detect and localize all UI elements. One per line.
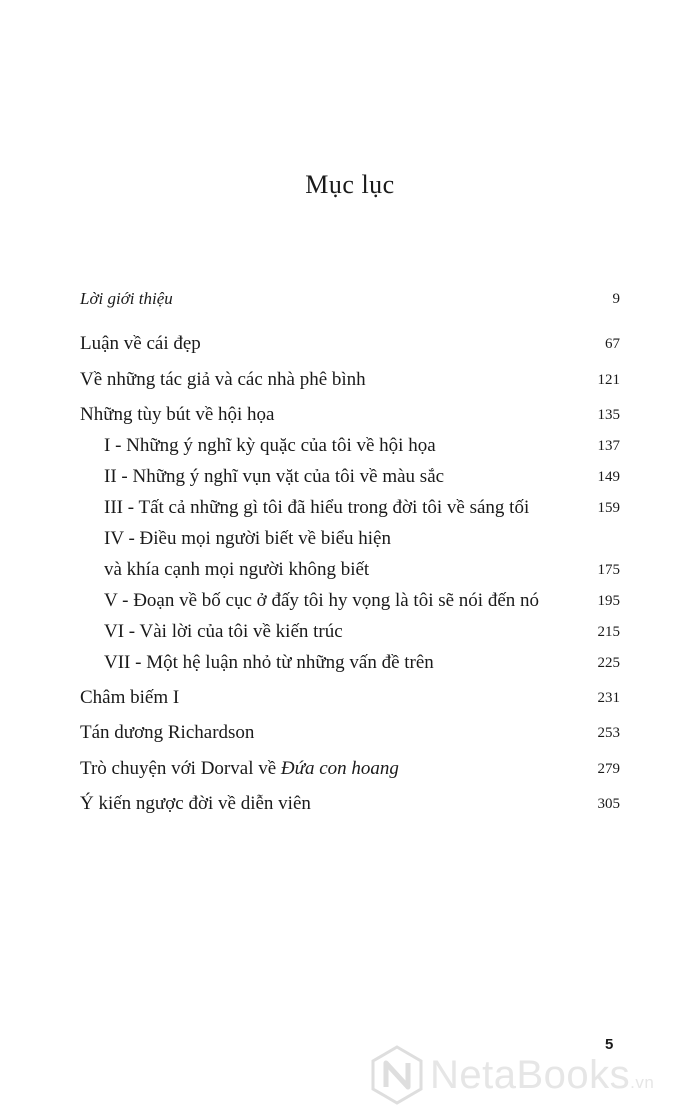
watermark-brand <box>430 1053 654 1098</box>
toc-entry-label: VII - Một hệ luận nhỏ từ những vấn đề trên <box>104 652 434 673</box>
toc-entry-label-italic: Đứa con hoang <box>280 758 399 779</box>
toc-entry-page: 253 <box>597 725 620 741</box>
netabooks-logo-icon <box>370 1045 424 1105</box>
toc-entry-label: Những tùy bút về hội họa <box>80 404 275 425</box>
toc-entry-label: Ý kiến ngược đời về diễn viên <box>80 793 311 814</box>
page-number: 5 <box>605 1036 614 1053</box>
toc-entry-page: 305 <box>597 796 620 812</box>
toc-entry-label: và khía cạnh mọi người không biết <box>104 559 370 580</box>
toc-entry-page: 159 <box>597 500 620 516</box>
toc-entry-page: 215 <box>597 624 620 640</box>
toc-entry-label: Lời giới thiệu <box>80 289 173 308</box>
toc-entry-page: 135 <box>597 407 620 423</box>
toc-entry-label: V - Đoạn về bố cục ở đấy tôi hy vọng là tôi sẽ nói đến nó <box>104 590 540 611</box>
toc-entry-page: 9 <box>612 291 620 307</box>
toc-entry-page: 195 <box>597 593 620 609</box>
toc-entry-label: IV - Điều mọi người biết về biểu hiện <box>104 528 391 549</box>
toc-entry-page: 149 <box>597 469 620 485</box>
toc-entry-label <box>80 758 399 780</box>
toc-entry-label: Châm biếm I <box>80 687 180 708</box>
toc-entry-page: 175 <box>597 562 620 578</box>
toc-entry-label: VI - Vài lời của tôi về kiến trúc <box>104 621 343 642</box>
toc-entry-label: Luận về cái đẹp <box>80 333 201 354</box>
toc-entry-label: Tán dương Richardson <box>80 722 255 743</box>
watermark <box>370 1045 700 1115</box>
toc-entry-page: 231 <box>597 690 620 706</box>
toc-entry-page: 279 <box>597 761 620 777</box>
watermark-suffix: .vn <box>630 1073 655 1092</box>
toc-entry-label: Về những tác giả và các nhà phê bình <box>80 369 366 390</box>
toc-entry-page: 137 <box>597 438 620 454</box>
toc-entry-page: 225 <box>597 655 620 671</box>
toc-entry-page: 121 <box>597 372 620 388</box>
toc-entry-label-text: Trò chuyện với Dorval về <box>80 758 281 779</box>
toc-entry-page: 67 <box>605 336 620 352</box>
toc-entry-label: II - Những ý nghĩ vụn vặt của tôi về màu sắc <box>104 466 445 487</box>
page-title: Mục lục <box>305 170 395 199</box>
toc-entry-label: I - Những ý nghĩ kỳ quặc của tôi về hội họa <box>104 435 436 456</box>
watermark-brand-text: NetaBooks <box>430 1053 631 1097</box>
toc-entry-label: III - Tất cả những gì tôi đã hiểu trong đời tôi về sáng tối <box>104 497 530 518</box>
